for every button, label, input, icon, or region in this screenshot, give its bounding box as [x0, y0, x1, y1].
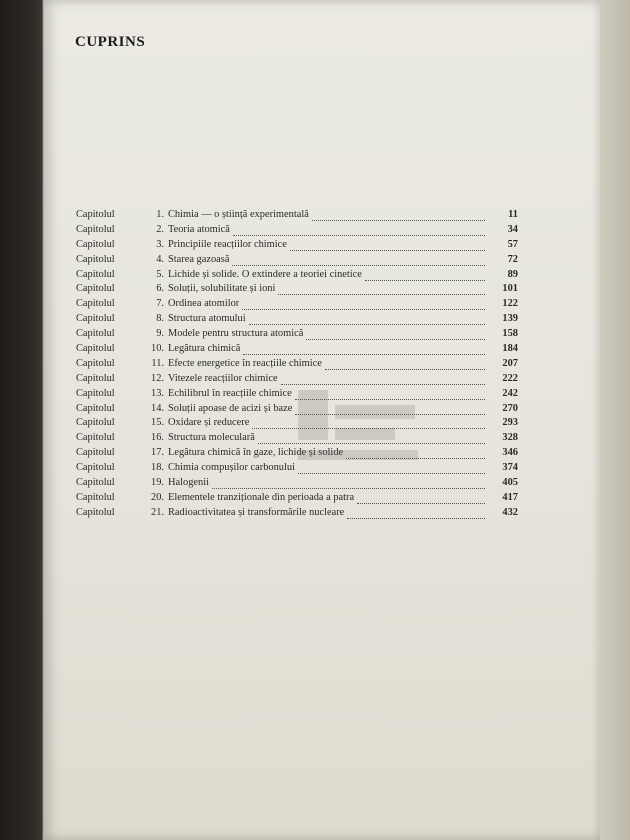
dot-leader [252, 422, 485, 429]
dot-leader [242, 303, 485, 310]
page-number: 222 [502, 372, 518, 384]
dot-leader [295, 408, 485, 415]
chapter-word: Capitolul [76, 357, 115, 369]
page-number: 432 [502, 506, 518, 518]
page-edge [600, 0, 630, 840]
chapter-word: Capitolul [76, 402, 115, 414]
toc-row [76, 492, 518, 507]
chapter-number: 1. [156, 209, 164, 220]
chapter-title: Structura moleculară [168, 432, 255, 444]
chapter-word: Capitolul [76, 253, 115, 265]
toc-row [76, 209, 518, 224]
chapter-word: Capitolul [76, 343, 115, 355]
chapter-number: 12. [151, 372, 164, 384]
dot-leader [290, 244, 485, 251]
chapter-number: 14. [151, 402, 164, 414]
chapter-title: Halogenii [168, 477, 209, 489]
chapter-title: Legătura chimică [168, 343, 241, 355]
page-number: 417 [502, 491, 518, 503]
chapter-word: Capitolul [76, 313, 115, 325]
toc-row [76, 283, 518, 298]
page-number: 139 [502, 313, 518, 325]
page-number: 57 [507, 238, 518, 250]
chapter-word: Capitolul [76, 506, 115, 518]
chapter-number: 2. [156, 223, 164, 235]
table-of-contents [76, 209, 518, 522]
chapter-number: 21. [151, 506, 164, 518]
chapter-title: Echilibrul în reacțiile chimice [168, 387, 292, 399]
chapter-word: Capitolul [76, 238, 115, 250]
chapter-number: 9. [156, 328, 164, 340]
dot-leader [357, 497, 485, 504]
toc-row [76, 388, 518, 403]
dot-leader [365, 274, 485, 281]
page-number: 293 [502, 417, 518, 429]
toc-row [76, 254, 518, 269]
chapter-word: Capitolul [76, 328, 115, 340]
toc-row [76, 373, 518, 388]
page-number: 122 [502, 298, 518, 310]
dot-leader [243, 348, 485, 355]
chapter-word: Capitolul [76, 283, 115, 295]
toc-row [76, 507, 518, 522]
chapter-number: 19. [151, 477, 164, 489]
page-number: 242 [502, 387, 518, 399]
page-number: 11 [508, 209, 518, 220]
chapter-word: Capitolul [76, 477, 115, 489]
page-number: 346 [502, 447, 518, 459]
toc-row [76, 447, 518, 462]
chapter-number: 11. [151, 357, 164, 369]
dot-leader [232, 259, 485, 266]
chapter-title: Lichide și solide. O extindere a teoriei cinetice [168, 268, 362, 280]
chapter-number: 17. [151, 447, 164, 459]
chapter-number: 18. [151, 462, 164, 474]
chapter-word: Capitolul [76, 417, 115, 429]
toc-row [76, 269, 518, 284]
chapter-number: 10. [151, 343, 164, 355]
dot-leader [312, 214, 485, 221]
toc-row [76, 432, 518, 447]
page-number: 72 [507, 253, 518, 265]
page-number: 34 [507, 223, 518, 235]
toc-row [76, 403, 518, 418]
chapter-number: 7. [156, 298, 164, 310]
page-number: 374 [502, 462, 518, 474]
dot-leader [281, 378, 485, 385]
chapter-number: 20. [151, 491, 164, 503]
toc-row [76, 358, 518, 373]
page-number: 184 [502, 343, 518, 355]
dot-leader [298, 467, 485, 474]
chapter-number: 15. [151, 417, 164, 429]
chapter-title: Chimia compușilor carbonului [168, 462, 295, 474]
chapter-title: Elementele tranziționale din perioada a patra [168, 491, 355, 503]
chapter-title: Starea gazoasă [168, 253, 230, 265]
chapter-title: Soluții, solubilitate și ioni [168, 283, 276, 295]
dot-leader [347, 512, 485, 519]
toc-row [76, 343, 518, 358]
page-number: 101 [502, 283, 518, 295]
page-number: 328 [502, 432, 518, 444]
toc-row [76, 313, 518, 328]
dot-leader [295, 393, 485, 400]
toc-row [76, 328, 518, 343]
chapter-title: Modele pentru structura atomică [168, 328, 304, 340]
toc-row [76, 298, 518, 313]
page-title: CUPRINS [75, 34, 146, 50]
chapter-number: 16. [151, 432, 164, 444]
toc-row [76, 239, 518, 254]
dot-leader [306, 333, 485, 340]
page-number: 270 [502, 402, 518, 414]
chapter-word: Capitolul [76, 372, 115, 384]
chapter-word: Capitolul [76, 223, 115, 235]
dot-leader [249, 318, 485, 325]
dot-leader [346, 452, 485, 459]
chapter-word: Capitolul [76, 387, 115, 399]
chapter-title: Efecte energetice în reacțiile chimice [168, 357, 322, 369]
page-number: 405 [502, 477, 518, 489]
chapter-title: Radioactivitatea și transformările nucleare [168, 506, 345, 518]
chapter-title: Chimia — o știință experimentală [168, 209, 309, 220]
dot-leader [325, 363, 485, 370]
toc-row [76, 477, 518, 492]
chapter-word: Capitolul [76, 209, 115, 220]
chapter-word: Capitolul [76, 447, 115, 459]
chapter-title: Vitezele reacțiilor chimice [168, 372, 278, 384]
dot-leader [233, 229, 485, 236]
chapter-number: 5. [156, 268, 164, 280]
dot-leader [212, 482, 485, 489]
chapter-title: Soluții apoase de acizi și baze [168, 402, 293, 414]
dot-leader [258, 437, 485, 444]
chapter-number: 3. [156, 238, 164, 250]
chapter-word: Capitolul [76, 432, 115, 444]
chapter-title: Ordinea atomilor [168, 298, 240, 310]
chapter-title: Principiile reacțiilor chimice [168, 238, 287, 250]
toc-row [76, 417, 518, 432]
toc-row [76, 224, 518, 239]
chapter-word: Capitolul [76, 268, 115, 280]
chapter-title: Oxidare și reducere [168, 417, 250, 429]
chapter-number: 13. [151, 387, 164, 399]
chapter-number: 8. [156, 313, 164, 325]
chapter-title: Teoria atomică [168, 223, 230, 235]
dot-leader [278, 288, 485, 295]
toc-row [76, 462, 518, 477]
page-number: 158 [502, 328, 518, 340]
chapter-title: Structura atomului [168, 313, 246, 325]
chapter-number: 6. [156, 283, 164, 295]
chapter-word: Capitolul [76, 298, 115, 310]
chapter-word: Capitolul [76, 462, 115, 474]
chapter-title: Legătura chimică în gaze, lichide și solide [168, 447, 344, 459]
page-number: 207 [502, 357, 518, 369]
page-number: 89 [507, 268, 518, 280]
chapter-number: 4. [156, 253, 164, 265]
chapter-word: Capitolul [76, 491, 115, 503]
